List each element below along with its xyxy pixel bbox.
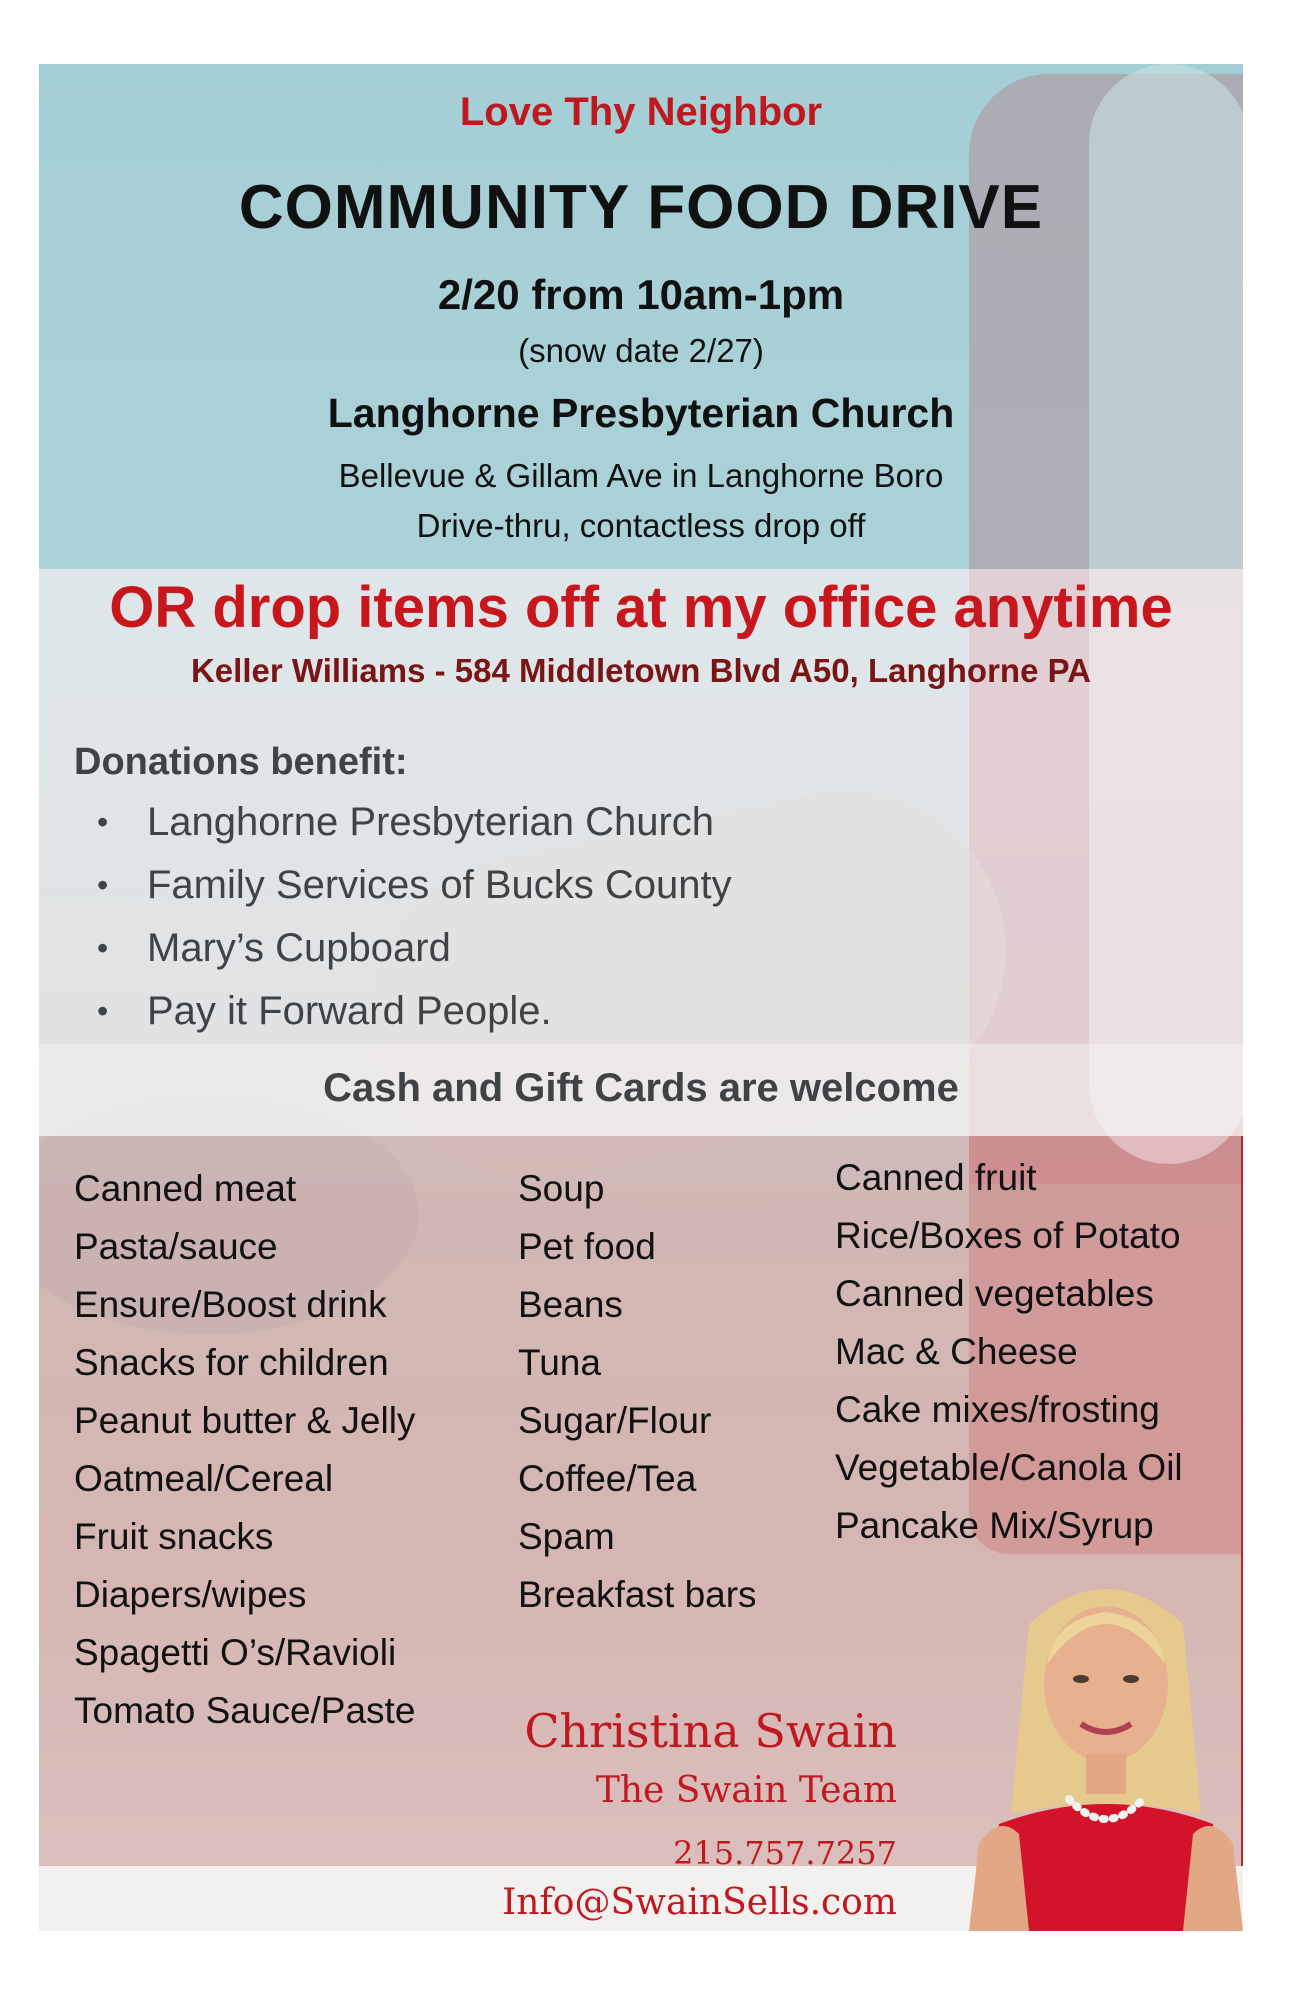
- list-item: Tomato Sauce/Paste: [74, 1690, 416, 1731]
- office-address: Keller Williams - 584 Middletown Blvd A50, Langhorne PA: [190, 652, 1092, 689]
- agent-phone: 215.757.7257: [673, 1834, 897, 1872]
- list-item: Canned fruit: [835, 1157, 1037, 1198]
- items-column-3: [835, 1149, 1183, 1555]
- venue-name: Langhorne Presbyterian Church: [327, 390, 955, 436]
- list-item: Spam: [518, 1516, 615, 1557]
- list-item: Spagetti O’s/Ravioli: [74, 1632, 397, 1673]
- items-column-1: [74, 1160, 415, 1740]
- event-date-time: 2/20 from 10am-1pm: [437, 271, 845, 318]
- drop-off-method: Drive-thru, contactless drop off: [416, 507, 866, 544]
- agent-email: Info@SwainSells.com: [502, 1882, 897, 1923]
- list-item: Pet food: [518, 1226, 656, 1267]
- agent-portrait: [969, 1564, 1243, 1931]
- page-title: COMMUNITY FOOD DRIVE: [238, 173, 1044, 242]
- list-item: Snacks for children: [74, 1342, 389, 1383]
- office-headline: OR drop items off at my office anytime: [109, 575, 1173, 640]
- list-item: Pasta/sauce: [74, 1226, 278, 1267]
- list-item: Mac & Cheese: [835, 1331, 1078, 1372]
- flyer: [39, 64, 1243, 1931]
- items-column-2: [518, 1160, 757, 1624]
- list-item: Diapers/wipes: [74, 1574, 307, 1615]
- list-item: Breakfast bars: [518, 1574, 757, 1615]
- benefits-heading: Donations benefit:: [74, 741, 408, 783]
- list-item: Vegetable/Canola Oil: [835, 1447, 1183, 1488]
- list-item: Coffee/Tea: [518, 1458, 697, 1499]
- list-item: Peanut butter & Jelly: [74, 1400, 416, 1441]
- list-item: Soup: [518, 1168, 605, 1209]
- snow-date: (snow date 2/27): [518, 332, 764, 369]
- benefits-list: [97, 791, 732, 1043]
- list-item: • Mary’s Cupboard: [97, 917, 732, 980]
- list-item: Tuna: [518, 1342, 601, 1383]
- list-item: Canned vegetables: [835, 1273, 1154, 1314]
- agent-team: The Swain Team: [595, 1770, 897, 1811]
- list-item: Fruit snacks: [74, 1516, 274, 1557]
- venue-address: Bellevue & Gillam Ave in Langhorne Boro: [338, 457, 944, 494]
- list-item: Cake mixes/frosting: [835, 1389, 1160, 1430]
- list-item: Oatmeal/Cereal: [74, 1458, 334, 1499]
- cash-note: Cash and Gift Cards are welcome: [323, 1066, 959, 1110]
- agent-name: Christina Swain: [524, 1704, 897, 1758]
- list-item: Canned meat: [74, 1168, 297, 1209]
- tagline: Love Thy Neighbor: [459, 90, 823, 134]
- list-item: • Pay it Forward People.: [97, 980, 732, 1043]
- list-item: Beans: [518, 1284, 623, 1325]
- list-item: Pancake Mix/Syrup: [835, 1505, 1154, 1546]
- list-item: • Langhorne Presbyterian Church: [97, 791, 732, 854]
- list-item: • Family Services of Bucks County: [97, 854, 732, 917]
- list-item: Sugar/Flour: [518, 1400, 712, 1441]
- portrait-illustration: [969, 1564, 1243, 1931]
- list-item: Rice/Boxes of Potato: [835, 1215, 1181, 1256]
- list-item: Ensure/Boost drink: [74, 1284, 387, 1325]
